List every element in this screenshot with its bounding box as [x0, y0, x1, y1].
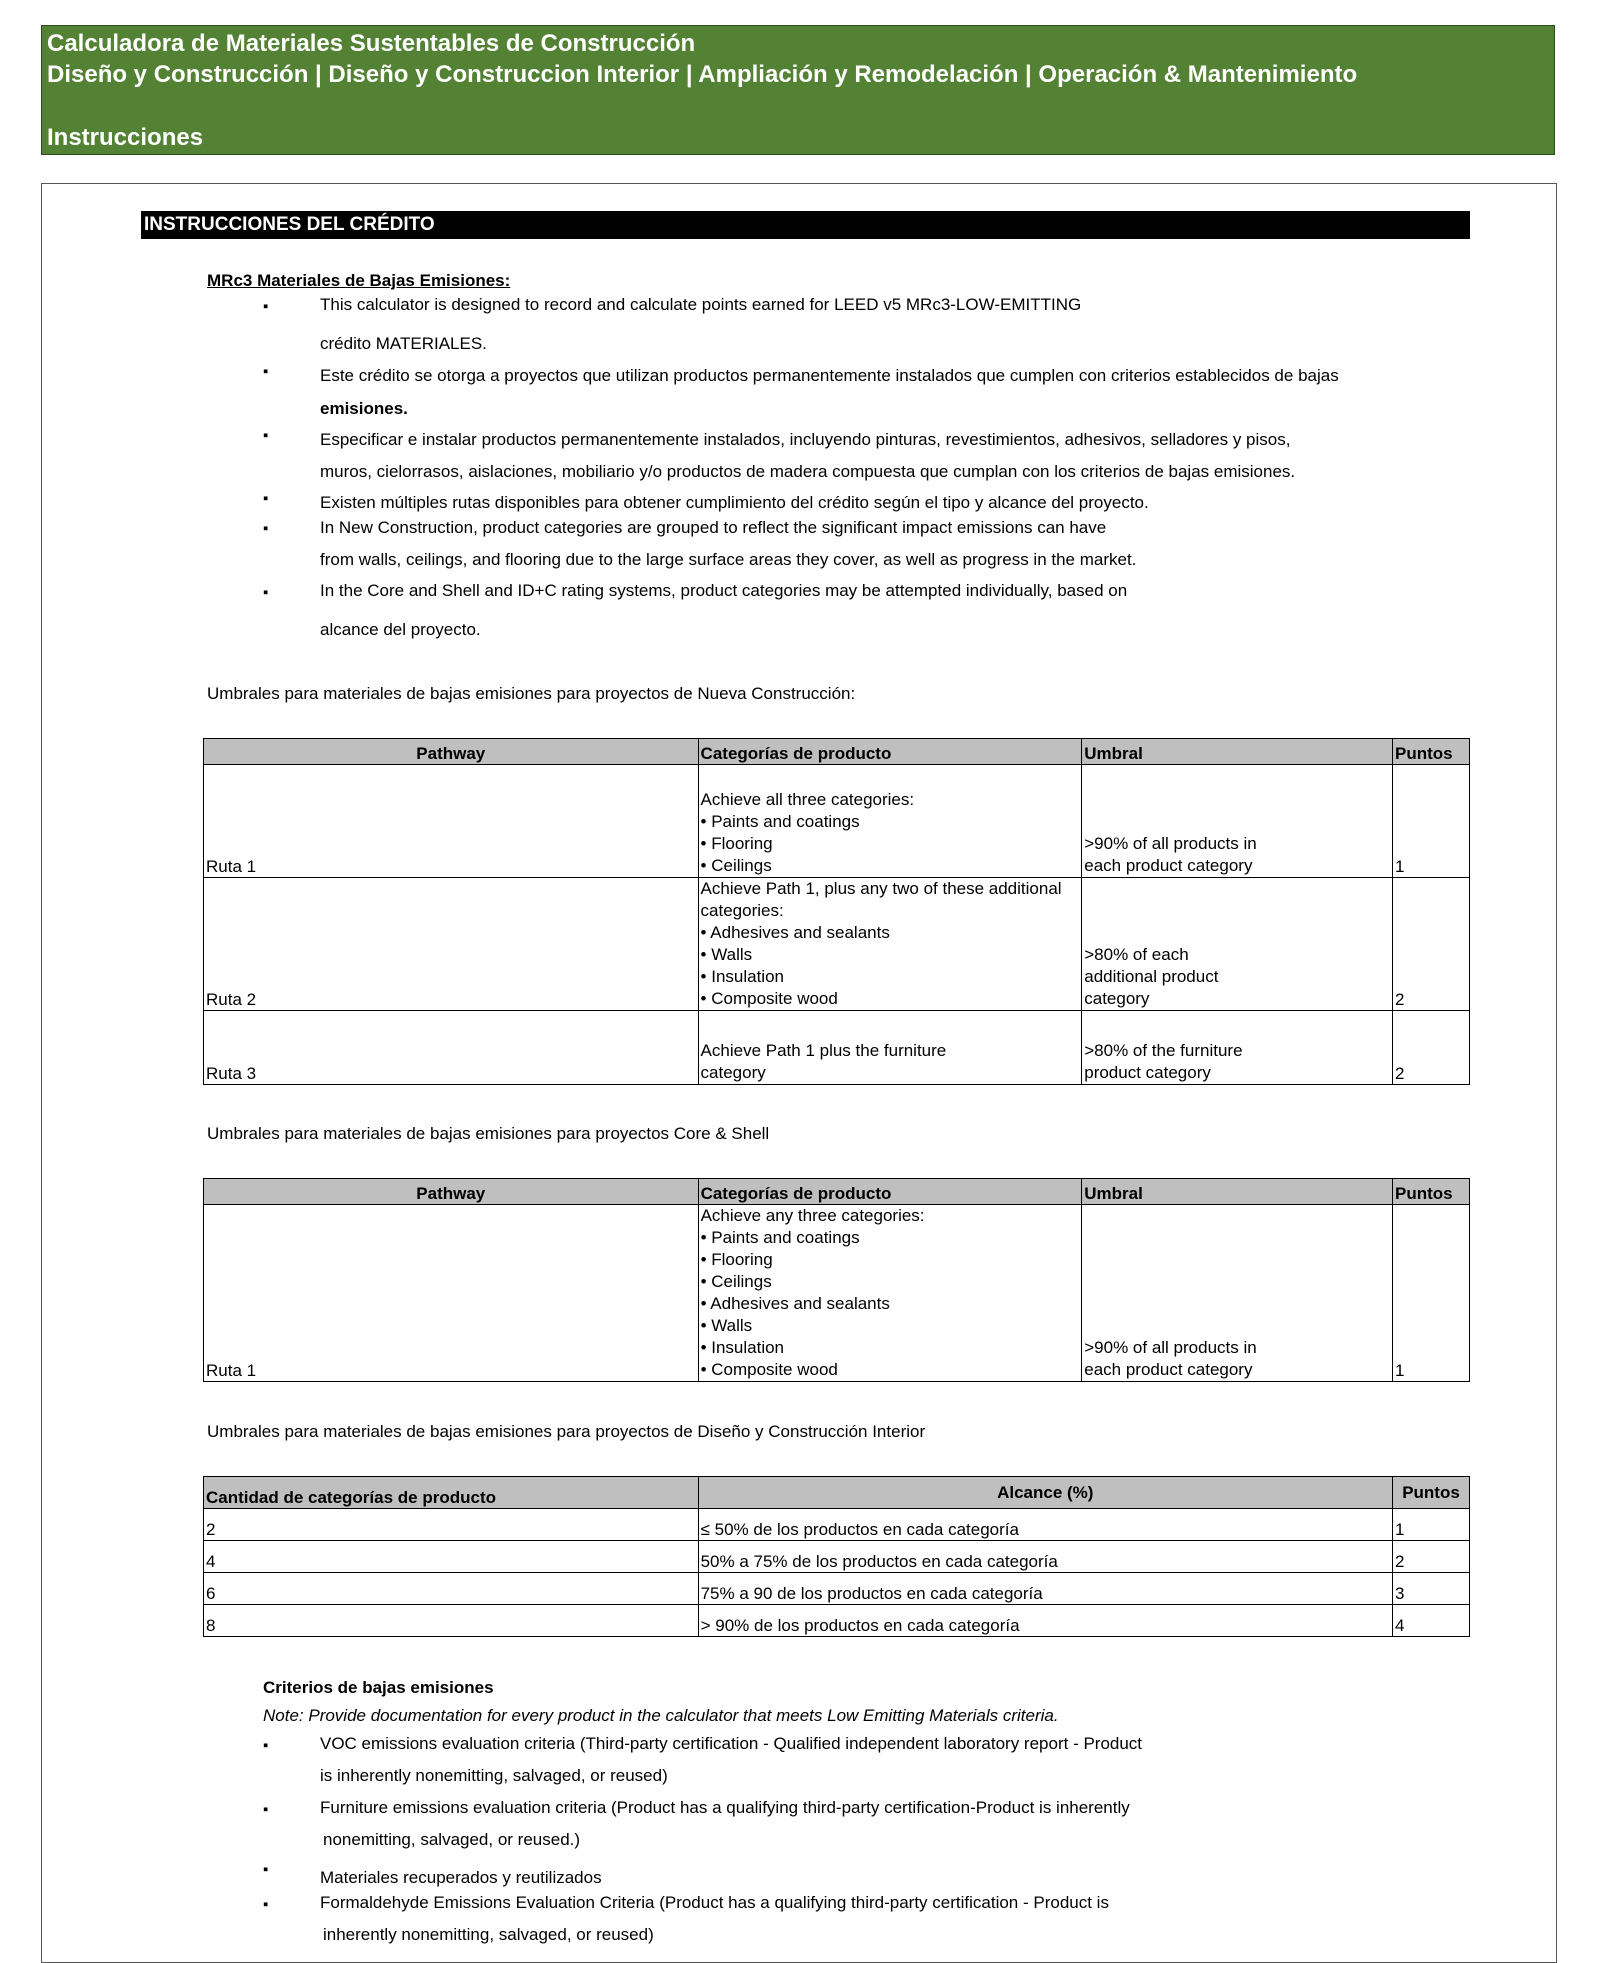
col-header-points: Puntos — [1392, 739, 1469, 765]
table-row — [204, 1509, 1470, 1541]
table-row — [204, 1205, 1470, 1382]
col-header-category-count: Cantidad de categorías de producto — [204, 1477, 699, 1509]
points-cell: 3 — [1392, 1573, 1469, 1605]
col-header-pathway: Pathway — [204, 1179, 699, 1205]
bullet-icon: ▪ — [263, 1896, 269, 1913]
col-header-categories: Categorías de producto — [698, 739, 1082, 765]
scope-cell: ≤ 50% de los productos en cada categoría — [698, 1509, 1392, 1541]
threshold-cell: >90% of all products in each product category — [1082, 765, 1393, 878]
bullet-icon: ▪ — [263, 1861, 269, 1878]
header-banner — [41, 25, 1555, 155]
bullet-icon: ▪ — [263, 1801, 269, 1818]
table-row — [204, 1573, 1470, 1605]
bullet-icon: ▪ — [263, 427, 269, 444]
nc-threshold-table — [203, 738, 1470, 1085]
credit-bullet-1-cont: crédito MATERIALES. — [320, 334, 487, 353]
section-title: Instrucciones — [47, 124, 204, 151]
credit-bullet-1: This calculator is designed to record and calculate points earned for LEED v5 MRc3-LOW-EMITTING — [320, 295, 1082, 314]
col-header-threshold: Umbral — [1082, 1179, 1393, 1205]
table-row — [204, 1011, 1470, 1085]
categories-cell: Achieve any three categories: • Paints and coatings • Flooring • Ceilings • Adhesives and sealants • Walls • Insulation • Composite wood — [698, 1205, 1082, 1382]
criteria-bullet-2-cont: nonemitting, salvaged, or reused.) — [323, 1830, 581, 1849]
categories-cell: Achieve Path 1 plus the furniture category — [698, 1011, 1082, 1085]
table-row — [204, 878, 1470, 1011]
bullet-icon: ▪ — [263, 363, 269, 380]
criteria-bullet-1-cont: is inherently nonemitting, salvaged, or reused) — [320, 1766, 668, 1785]
criteria-bullet-4: Formaldehyde Emissions Evaluation Criteria (Product has a qualifying third-party certification - Product is — [320, 1893, 1109, 1912]
pathway-cell: Ruta 1 — [204, 765, 699, 878]
table-row — [204, 1541, 1470, 1573]
categories-cell: Achieve Path 1, plus any two of these additional categories: • Adhesives and sealants • Walls • Insulation • Composite wood — [698, 878, 1082, 1011]
criteria-note: Note: Provide documentation for every product in the calculator that meets Low Emitting Materials criteria. — [263, 1706, 1059, 1725]
criteria-bullet-3: Materiales recuperados y reutilizados — [320, 1868, 602, 1887]
app-subtitle: Diseño y Construcción | Diseño y Construccion Interior | Ampliación y Remodelación | Operación & Mantenimiento — [47, 61, 1358, 88]
cs-threshold-table — [203, 1178, 1470, 1382]
scope-cell: 50% a 75% de los productos en cada categoría — [698, 1541, 1392, 1573]
idc-caption: Umbrales para materiales de bajas emisiones para proyectos de Diseño y Construcción Interior — [207, 1422, 926, 1441]
categories-cell: Achieve all three categories: • Paints and coatings • Flooring • Ceilings — [698, 765, 1082, 878]
bullet-icon: ▪ — [263, 1737, 269, 1754]
pathway-cell: Ruta 2 — [204, 878, 699, 1011]
cs-caption: Umbrales para materiales de bajas emisiones para proyectos Core & Shell — [207, 1124, 770, 1143]
credit-bullet-3: Especificar e instalar productos permanentemente instalados, incluyendo pinturas, revestimientos, adhesivos, selladores y pisos, — [320, 430, 1291, 449]
col-header-scope: Alcance (%) — [698, 1477, 1392, 1509]
col-header-points: Puntos — [1393, 1179, 1470, 1205]
points-cell: 4 — [1392, 1605, 1469, 1637]
points-cell: 2 — [1392, 1011, 1469, 1085]
bullet-icon: ▪ — [263, 490, 269, 507]
category-count-cell: 8 — [204, 1605, 699, 1637]
points-cell: 2 — [1392, 1541, 1469, 1573]
credit-heading: MRc3 Materiales de Bajas Emisiones: — [207, 271, 511, 290]
credit-bullet-5: In New Construction, product categories are grouped to reflect the significant impact emissions can have — [320, 518, 1107, 537]
category-count-cell: 4 — [204, 1541, 699, 1573]
criteria-bullet-2: Furniture emissions evaluation criteria (Product has a qualifying third-party certification-Product is inherently — [320, 1798, 1130, 1817]
credit-bullet-3-cont: muros, cielorrasos, aislaciones, mobiliario y/o productos de madera compuesta que cumplan con los criterios de bajas emisiones. — [320, 462, 1296, 481]
credit-bullet-6-cont: alcance del proyecto. — [320, 620, 481, 639]
criteria-bullet-4-cont: inherently nonemitting, salvaged, or reused) — [323, 1925, 654, 1944]
credit-instructions-bar: INSTRUCCIONES DEL CRÉDITO — [141, 211, 1470, 239]
table-header-row — [204, 739, 1470, 765]
col-header-categories: Categorías de producto — [698, 1179, 1082, 1205]
col-header-pathway: Pathway — [204, 739, 699, 765]
criteria-heading: Criterios de bajas emisiones — [263, 1678, 494, 1697]
criteria-bullet-1: VOC emissions evaluation criteria (Third-party certification - Qualified independent laboratory report - Product — [320, 1734, 1143, 1753]
points-cell: 2 — [1392, 878, 1469, 1011]
table-row — [204, 765, 1470, 878]
scope-cell: 75% a 90 de los productos en cada categoría — [698, 1573, 1392, 1605]
points-cell: 1 — [1392, 1509, 1469, 1541]
credit-bullet-4: Existen múltiples rutas disponibles para obtener cumplimiento del crédito según el tipo y alcance del proyecto. — [320, 493, 1149, 512]
bullet-icon: ▪ — [263, 298, 269, 315]
table-header-row — [204, 1179, 1470, 1205]
app-title: Calculadora de Materiales Sustentables de Construcción — [47, 30, 696, 57]
points-cell: 1 — [1393, 1205, 1470, 1382]
bullet-icon: ▪ — [263, 520, 269, 537]
category-count-cell: 6 — [204, 1573, 699, 1605]
col-header-points: Puntos — [1392, 1477, 1469, 1509]
category-count-cell: 2 — [204, 1509, 699, 1541]
col-header-threshold: Umbral — [1082, 739, 1393, 765]
nc-caption: Umbrales para materiales de bajas emisiones para proyectos de Nueva Construcción: — [207, 684, 856, 703]
table-header-row — [204, 1477, 1470, 1509]
credit-bullet-6: In the Core and Shell and ID+C rating systems, product categories may be attempted individually, based on — [320, 581, 1128, 600]
pathway-cell: Ruta 3 — [204, 1011, 699, 1085]
credit-bullet-5-cont: from walls, ceilings, and flooring due to the large surface areas they cover, as well as progress in the market. — [320, 550, 1137, 569]
table-row — [204, 1605, 1470, 1637]
pathway-cell: Ruta 1 — [204, 1205, 699, 1382]
credit-bullet-2: Este crédito se otorga a proyectos que utilizan productos permanentemente instalados que cumplen con criterios establecidos de bajas — [320, 366, 1339, 385]
bullet-icon: ▪ — [263, 584, 269, 601]
idc-threshold-table — [203, 1476, 1470, 1637]
scope-cell: > 90% de los productos en cada categoría — [698, 1605, 1392, 1637]
threshold-cell: >80% of the furniture product category — [1082, 1011, 1393, 1085]
credit-bullet-2-cont: emisiones. — [320, 399, 408, 418]
threshold-cell: >80% of each additional product category — [1082, 878, 1393, 1011]
points-cell: 1 — [1392, 765, 1469, 878]
threshold-cell: >90% of all products in each product category — [1082, 1205, 1393, 1382]
